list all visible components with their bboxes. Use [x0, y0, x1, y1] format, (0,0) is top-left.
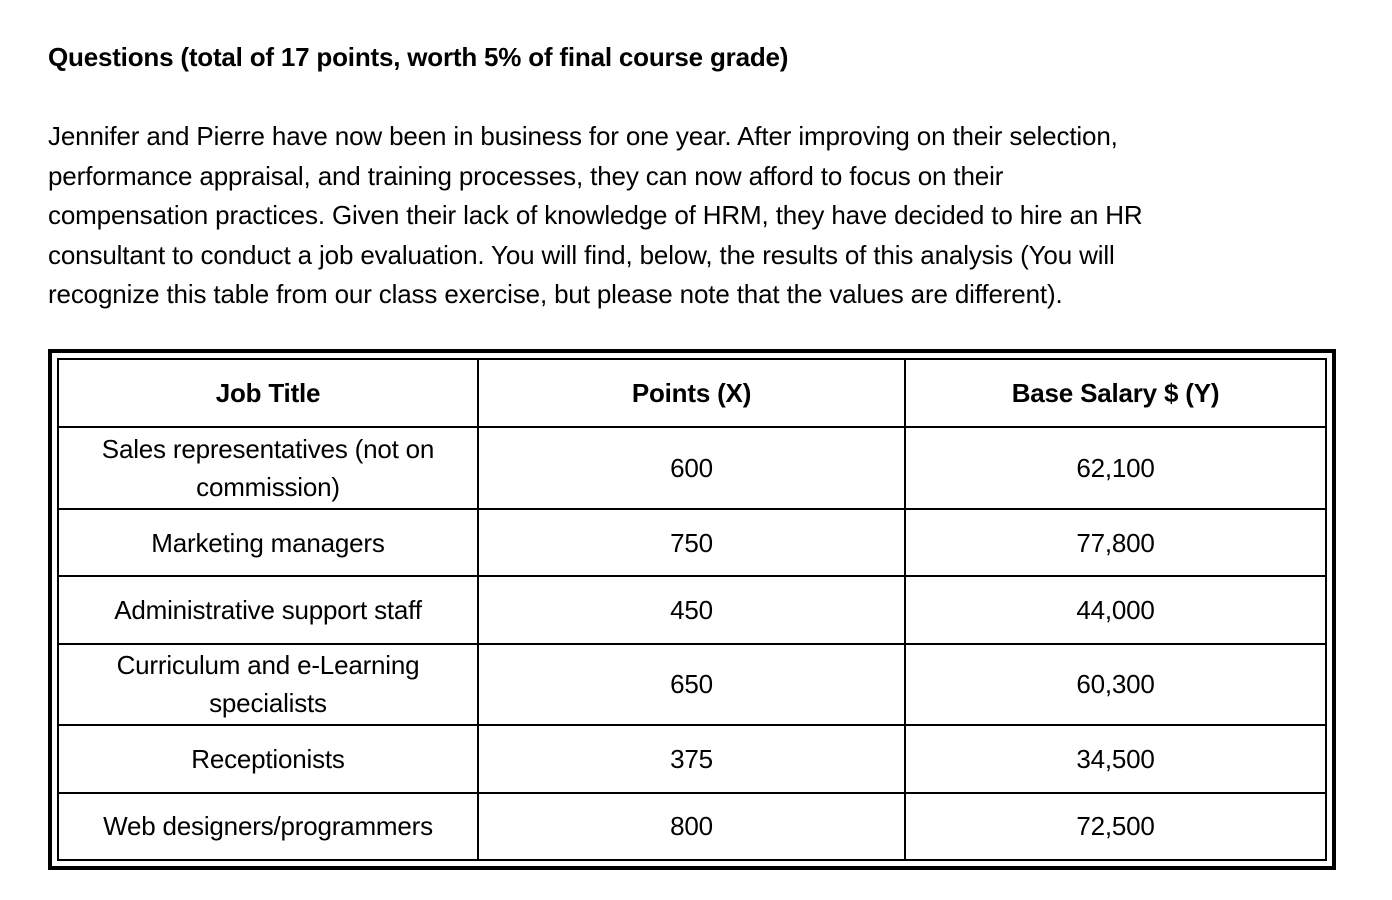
intro-line: recognize this table from our class exercise, but please note that the values are different). — [48, 279, 1063, 309]
intro-line: performance appraisal, and training processes, they can now afford to focus on their — [48, 160, 1004, 191]
table-row — [58, 725, 1326, 792]
salary-cell: 62,100 — [905, 427, 1326, 508]
job-title-cell: Administrative support staff — [58, 576, 478, 643]
intro-paragraph — [48, 117, 1348, 315]
table-row — [58, 509, 1326, 576]
table-header-row — [58, 359, 1326, 427]
points-cell: 800 — [478, 793, 905, 860]
salary-cell: 44,000 — [905, 576, 1326, 643]
intro-line: Jennifer and Pierre have now been in business for one year. After improving on their selection, — [48, 121, 1118, 151]
header-job-title: Job Title — [58, 359, 478, 427]
intro-line: consultant to conduct a job evaluation. You will find, below, the results of this analysis (You will — [48, 239, 1115, 270]
job-title-cell: Sales representatives (not on commission) — [58, 427, 478, 508]
header-points: Points (X) — [478, 359, 905, 427]
job-title-cell: Receptionists — [58, 725, 478, 792]
table-row — [58, 793, 1326, 860]
job-title-cell: Marketing managers — [58, 509, 478, 576]
table-row — [58, 427, 1326, 508]
points-cell: 750 — [478, 509, 905, 576]
intro-line: compensation practices. Given their lack of knowledge of HRM, they have decided to hire an HR — [48, 200, 1143, 230]
page-title: Questions (total of 17 points, worth 5% of final course grade) — [48, 42, 789, 72]
salary-cell: 60,300 — [905, 644, 1326, 725]
points-cell: 375 — [478, 725, 905, 792]
salary-cell: 72,500 — [905, 793, 1326, 860]
header-base-salary: Base Salary $ (Y) — [905, 359, 1326, 427]
table-row — [58, 644, 1326, 725]
job-title-cell: Web designers/programmers — [58, 793, 478, 860]
job-evaluation-table — [57, 358, 1327, 861]
salary-cell: 77,800 — [905, 509, 1326, 576]
table-row — [58, 576, 1326, 643]
points-cell: 450 — [478, 576, 905, 643]
points-cell: 650 — [478, 644, 905, 725]
job-title-cell: Curriculum and e-Learning specialists — [58, 644, 478, 725]
salary-cell: 34,500 — [905, 725, 1326, 792]
points-cell: 600 — [478, 427, 905, 508]
job-evaluation-table-frame — [48, 349, 1336, 870]
